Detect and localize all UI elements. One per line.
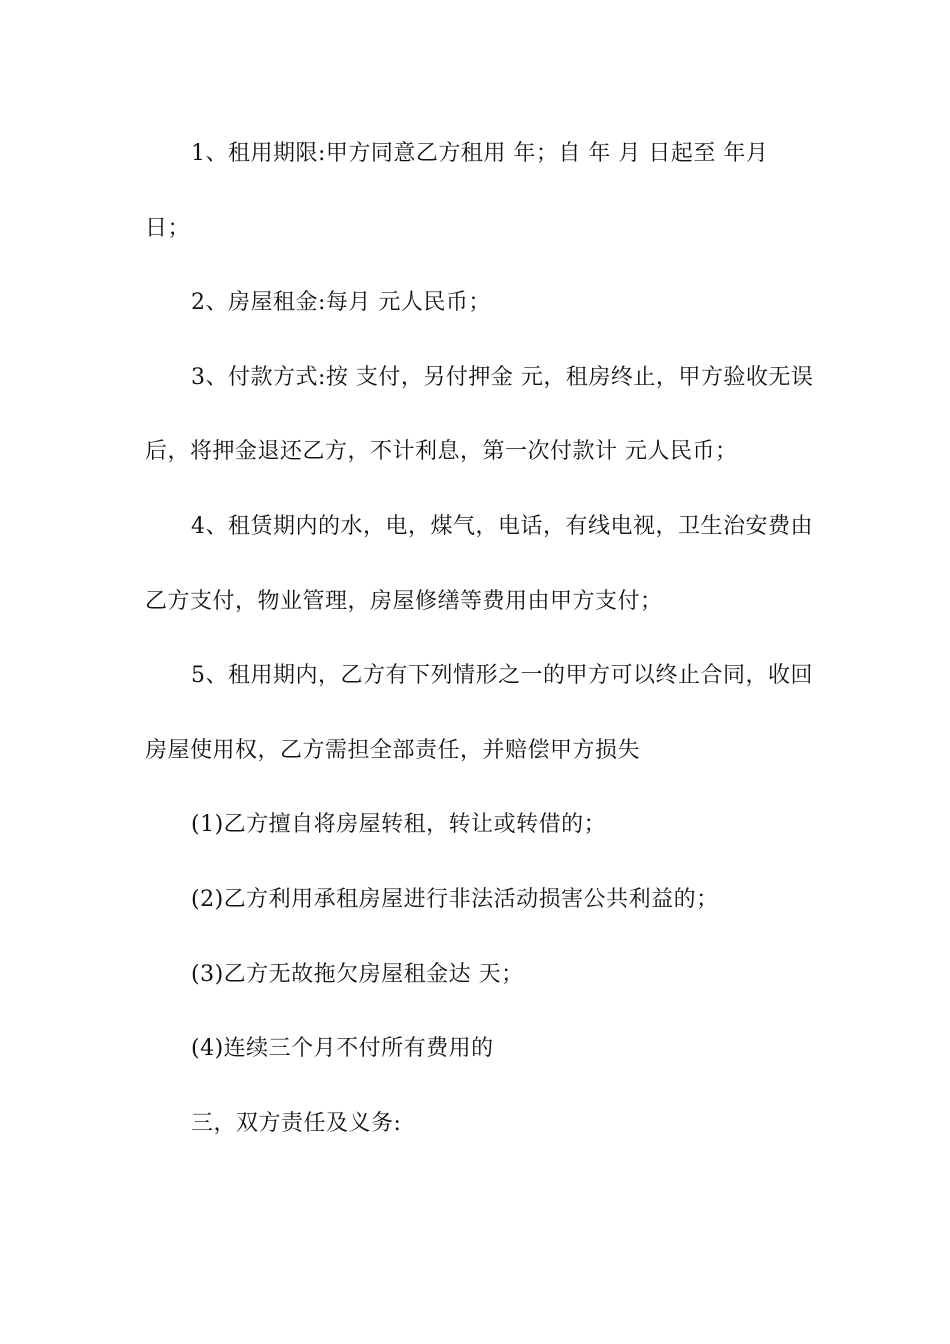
list-item-sublet: (1)乙方擅自将房屋转租，转让或转借的； [191, 812, 607, 838]
list-item-arrears: (3)乙方无故拖欠房屋租金达 天； [191, 961, 524, 987]
paragraph-termination: 5、租用期内，乙方有下列情形之一的甲方可以终止合同，收回房屋使用权，乙方需担全部责任，并赔偿甲方损失 [145, 663, 813, 763]
list-item-illegal-activity: (2)乙方利用承租房屋进行非法活动损害公共利益的； [191, 886, 719, 912]
paragraph-payment-method: 3、付款方式:按 支付，另付押金 元，租房终止，甲方验收无误后，将押金退还乙方，不计利息，第一次付款计 元人民币； [145, 364, 814, 465]
document-body [145, 117, 815, 1161]
paragraph-lease-term: 1、租用期限:甲方同意乙方租用 年；自 年 月 日起至 年月 日； [145, 141, 769, 241]
paragraph-utility-fees: 4、租赁期内的水，电，煤气，电话，有线电视，卫生治安费由乙方支付，物业管理，房屋修缮等费用由甲方支付； [145, 513, 813, 614]
list-item-unpaid-fees: (4)连续三个月不付所有费用的 [191, 1036, 494, 1062]
section-heading-responsibilities: 三，双方责任及义务: [191, 1110, 402, 1136]
paragraph-rent: 2、房屋租金:每月 元人民币； [191, 290, 491, 316]
